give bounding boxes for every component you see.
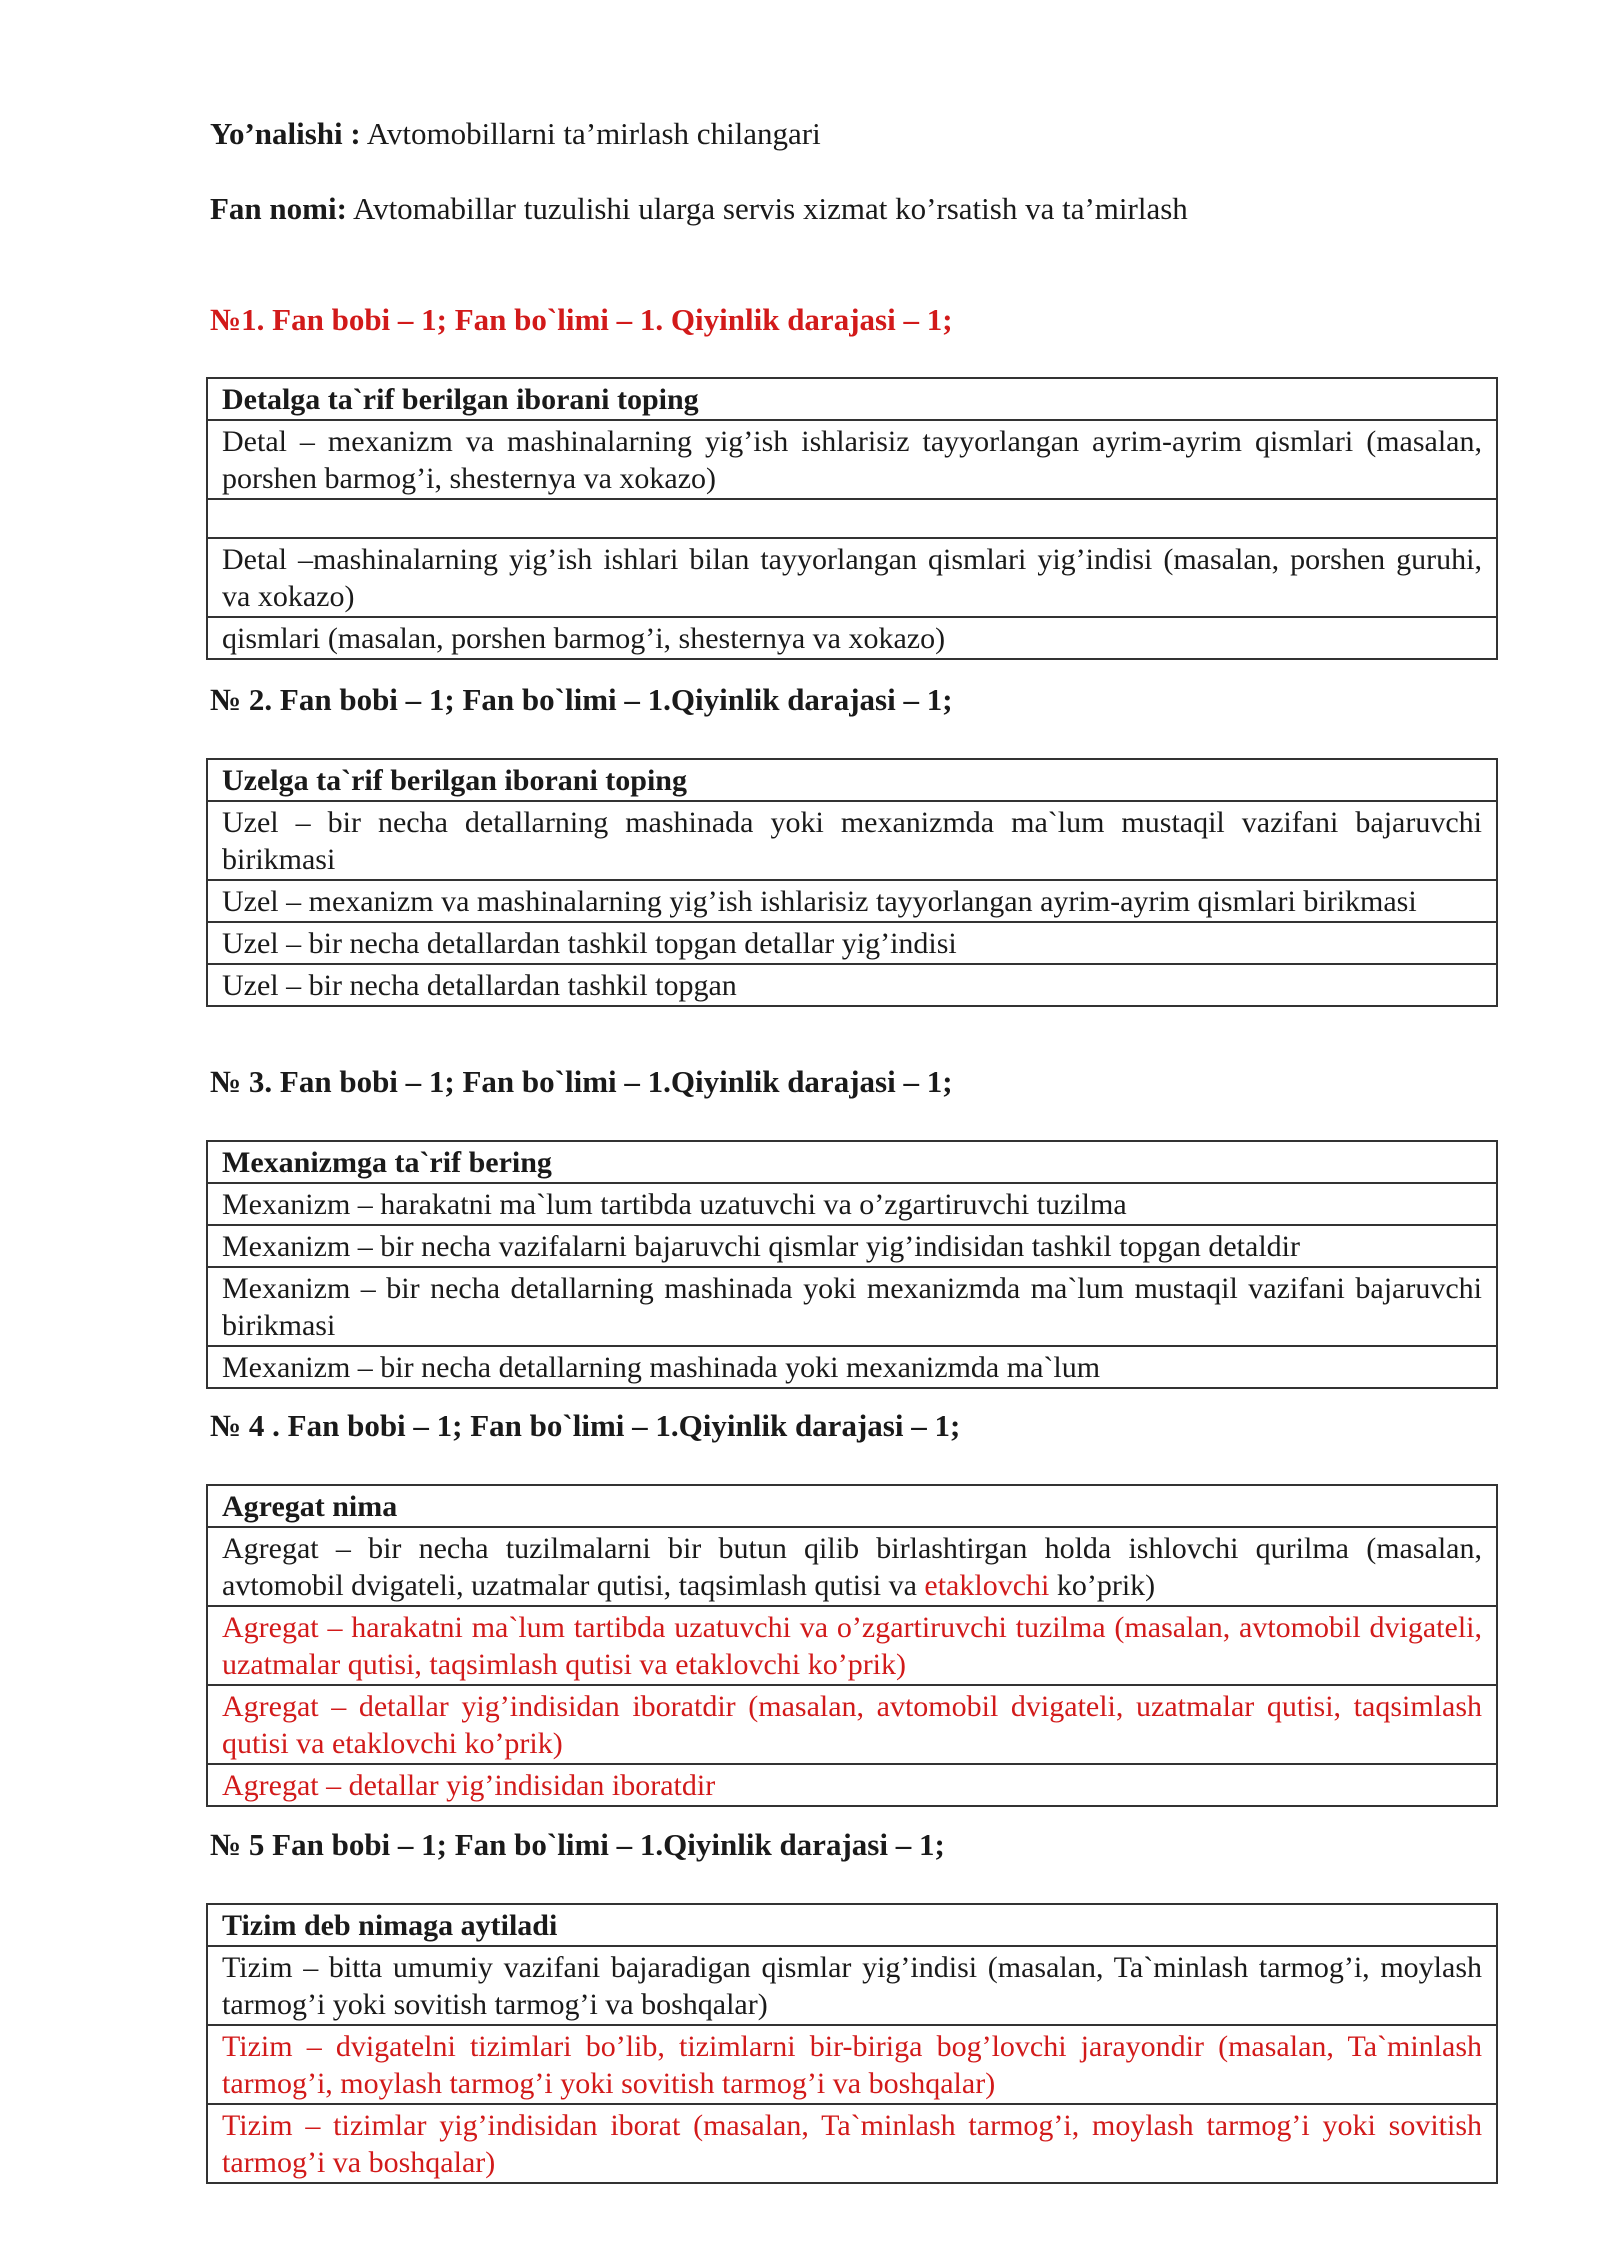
question-2-table (206, 758, 1498, 1007)
question-4-option-1-highlight: etaklovchi (924, 1569, 1050, 1602)
question-5-heading: № 5 Fan bobi – 1; Fan bo`limi – 1.Qiyinlik darajasi – 1; (210, 1827, 945, 1862)
question-4-table (206, 1484, 1498, 1807)
question-4-option-1-part-2: ko’prik) (1049, 1569, 1156, 1602)
question-5-option-2: Tizim – dvigatelni tizimlari bo’lib, tizimlarni bir-biriga bog’lovchi jarayondir (masalan, Ta`minlash tarmog’i, moylash tarmog’i yoki sovitish tarmog’i va boshqalar) (207, 2025, 1497, 2104)
question-1-table (206, 377, 1498, 660)
question-4-option-2: Agregat – harakatni ma`lum tartibda uzatuvchi va o’zgartiruvchi tuzilma (masalan, avtomobil dvigateli, uzatmalar qutisi, taqsimlash qutisi va etaklovchi ko’prik) (207, 1606, 1497, 1685)
question-1-option-1: Detal – mexanizm va mashinalarning yig’ish ishlarisiz tayyorlangan ayrim-ayrim qismlari (masalan, porshen barmog’i, shesternya va xokazo) (207, 420, 1497, 499)
question-4-option-3: Agregat – detallar yig’indisidan iboratdir (masalan, avtomobil dvigateli, uzatmalar qutisi, taqsimlash qutisi va etaklovchi ko’prik) (207, 1685, 1497, 1764)
question-3-option-1: Mexanizm – harakatni ma`lum tartibda uzatuvchi va o’zgartiruvchi tuzilma (207, 1183, 1497, 1225)
direction-label: Yo’nalishi : (210, 116, 361, 151)
question-3-option-2: Mexanizm – bir necha vazifalarni bajaruvchi qismlar yig’indisidan tashkil topgan detaldir (207, 1225, 1497, 1267)
question-1-option-3: Detal –mashinalarning yig’ish ishlari bilan tayyorlangan qismlari yig’indisi (masalan, porshen guruhi, va xokazo) (207, 538, 1497, 617)
question-2-option-4: Uzel – bir necha detallardan tashkil topgan (207, 964, 1497, 1006)
question-3-option-3: Mexanizm – bir necha detallarning mashinada yoki mexanizmda ma`lum mustaqil vazifani bajaruvchi birikmasi (207, 1267, 1497, 1346)
question-4-text: Agregat nima (207, 1485, 1497, 1527)
question-1-option-empty (207, 499, 1497, 538)
question-3-text: Mexanizmga ta`rif bering (207, 1141, 1497, 1183)
question-2-option-2: Uzel – mexanizm va mashinalarning yig’ish ishlarisiz tayyorlangan ayrim-ayrim qismlari birikmasi (207, 880, 1497, 922)
question-2-option-3: Uzel – bir necha detallardan tashkil topgan detallar yig’indisi (207, 922, 1497, 964)
question-1-heading: №1. Fan bobi – 1; Fan bo`limi – 1. Qiyinlik darajasi – 1; (210, 302, 953, 337)
question-3-table (206, 1140, 1498, 1389)
subject-label: Fan nomi: (210, 191, 347, 226)
subject-line (210, 189, 1188, 229)
question-1-text: Detalga ta`rif berilgan iborani toping (207, 378, 1497, 420)
question-2-text: Uzelga ta`rif berilgan iborani toping (207, 759, 1497, 801)
question-1-option-4: qismlari (masalan, porshen barmog’i, shesternya va xokazo) (207, 617, 1497, 659)
question-5-option-1: Tizim – bitta umumiy vazifani bajaradigan qismlar yig’indisi (masalan, Ta`minlash tarmog’i, moylash tarmog’i yoki sovitish tarmog’i va boshqalar) (207, 1946, 1497, 2025)
direction-value: Avtomobillarni ta’mirlash chilangari (366, 116, 821, 151)
question-4-heading: № 4 . Fan bobi – 1; Fan bo`limi – 1.Qiyinlik darajasi – 1; (210, 1408, 961, 1443)
subject-value: Avtomabillar tuzulishi ularga servis xizmat ko’rsatish va ta’mirlash (352, 191, 1188, 226)
question-4-option-1-part-1: Agregat – bir necha tuzilmalarni bir butun qilib birlashtirgan holda ishlovchi qurilma (masalan, avtomobil dvigateli, uzatmalar qutisi, taqsimlash qutisi va (222, 1532, 1482, 1602)
question-3-heading: № 3. Fan bobi – 1; Fan bo`limi – 1.Qiyinlik darajasi – 1; (210, 1064, 953, 1099)
question-4-option-1 (207, 1527, 1497, 1606)
question-5-text: Tizim deb nimaga aytiladi (207, 1904, 1497, 1946)
question-5-option-3: Tizim – tizimlar yig’indisidan iborat (masalan, Ta`minlash tarmog’i, moylash tarmog’i yoki sovitish tarmog’i va boshqalar) (207, 2104, 1497, 2183)
question-4-option-4: Agregat – detallar yig’indisidan iboratdir (207, 1764, 1497, 1806)
question-2-heading: № 2. Fan bobi – 1; Fan bo`limi – 1.Qiyinlik darajasi – 1; (210, 682, 953, 717)
question-2-option-1: Uzel – bir necha detallarning mashinada yoki mexanizmda ma`lum mustaqil vazifani bajaruvchi birikmasi (207, 801, 1497, 880)
direction-line (210, 114, 821, 154)
question-5-table (206, 1903, 1498, 2184)
question-3-option-4: Mexanizm – bir necha detallarning mashinada yoki mexanizmda ma`lum (207, 1346, 1497, 1388)
